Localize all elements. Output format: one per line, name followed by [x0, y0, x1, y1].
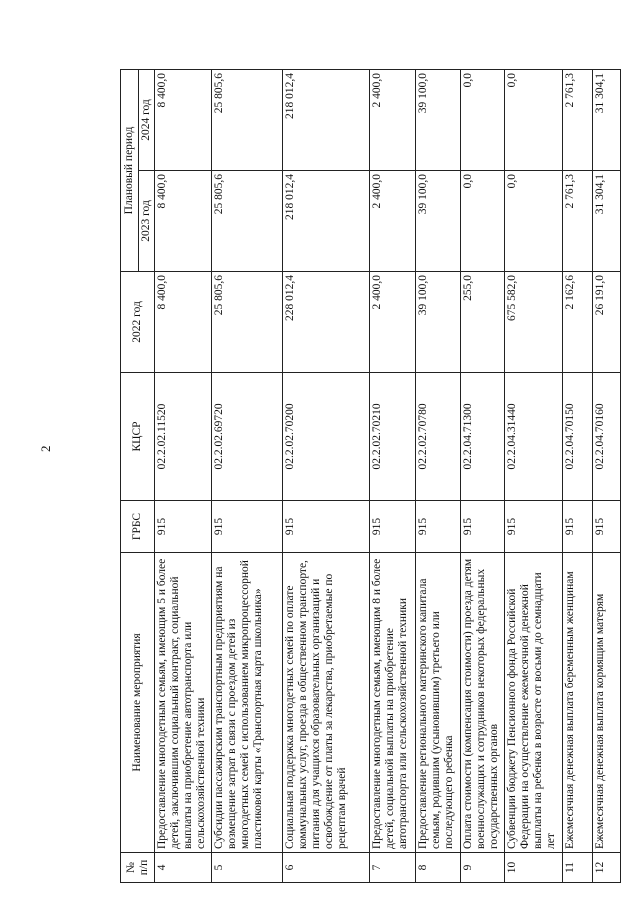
row-2022: 26 191,0	[593, 271, 621, 372]
header-name: Наименование мероприятия	[121, 552, 155, 852]
row-grbs: 915	[370, 501, 416, 553]
row-2023: 39 100,0	[416, 171, 461, 272]
row-num: 8	[416, 853, 461, 883]
table-header	[121, 70, 155, 883]
row-name: Субвенции бюджету Пенсионного фонда Российской Федерации на осуществление ежемесячной денежной выплаты на ребенка в возрасте от восьми до семнадцати лет	[505, 552, 563, 852]
row-num: 11	[563, 853, 593, 883]
table-body	[155, 70, 621, 883]
header-2024: 2024 год	[139, 70, 155, 171]
row-2023: 2 761,3	[563, 171, 593, 272]
row-name: Предоставление многодетным семьям, имеющим 8 и более детей, социальной выплаты на приобретение автотранспорта или сельскохозяйственной техники	[370, 552, 416, 852]
row-2024: 2 761,3	[563, 70, 593, 171]
row-2024: 25 805,6	[212, 70, 283, 171]
header-grbs: ГРБС	[121, 501, 155, 553]
row-2024: 0,0	[505, 70, 563, 171]
row-2024: 31 304,1	[593, 70, 621, 171]
row-2024: 0,0	[461, 70, 505, 171]
row-kcsr: 02.2.04.31440	[505, 372, 563, 500]
table-row	[155, 70, 212, 883]
row-grbs: 915	[563, 501, 593, 553]
row-2022: 25 805,6	[212, 271, 283, 372]
table-row	[593, 70, 621, 883]
row-num: 4	[155, 853, 212, 883]
row-name: Оплата стоимости (компенсация стоимости) проезда детям военнослужащих и сотрудников некоторых федеральных государственных органов	[461, 552, 505, 852]
page-number: 2	[38, 445, 53, 452]
row-num: 9	[461, 853, 505, 883]
row-2023: 25 805,6	[212, 171, 283, 272]
row-name: Социальная поддержка многодетных семей по оплате коммунальных услуг, проезда в общественном транспорте, питания для учащихся образовательных организаций и освобождение от платы за лекарства, приобретаемые по рецептам врачей	[283, 552, 370, 852]
header-kcsr: КЦСР	[121, 372, 155, 500]
row-kcsr: 02.2.02.11520	[155, 372, 212, 500]
table-row	[416, 70, 461, 883]
header-planned-period: Плановый период	[121, 70, 139, 272]
row-num: 10	[505, 853, 563, 883]
row-kcsr: 02.2.04.71300	[461, 372, 505, 500]
row-2023: 31 304,1	[593, 171, 621, 272]
row-kcsr: 02.2.02.69720	[212, 372, 283, 500]
row-2022: 2 400,0	[370, 271, 416, 372]
row-kcsr: 02.2.04.70160	[593, 372, 621, 500]
table-row	[505, 70, 563, 883]
row-2024: 8 400,0	[155, 70, 212, 171]
row-name: Ежемесячная денежная выплата кормящим матерям	[593, 552, 621, 852]
row-2024: 218 012,4	[283, 70, 370, 171]
row-2022: 39 100,0	[416, 271, 461, 372]
row-kcsr: 02.2.02.70200	[283, 372, 370, 500]
row-name: Субсидии пассажирским транспортным предприятиям на возмещение затрат в связи с проездом детей из многодетных семей с использованием микропроцессорной пластиковой карты «Транспортная карта школьника»	[212, 552, 283, 852]
table-row	[461, 70, 505, 883]
row-name: Предоставление многодетным семьям, имеющим 5 и более детей, заключившим социальный контракт, социальной выплаты на приобретение автотранспорта или сельскохозяйственной техники	[155, 552, 212, 852]
row-2022: 255,0	[461, 271, 505, 372]
row-grbs: 915	[416, 501, 461, 553]
header-num: № п/п	[121, 853, 155, 883]
row-kcsr: 02.2.02.70210	[370, 372, 416, 500]
row-2022: 8 400,0	[155, 271, 212, 372]
row-2022: 228 012,4	[283, 271, 370, 372]
row-2023: 0,0	[505, 171, 563, 272]
row-grbs: 915	[212, 501, 283, 553]
row-num: 6	[283, 853, 370, 883]
row-2023: 2 400,0	[370, 171, 416, 272]
row-2024: 2 400,0	[370, 70, 416, 171]
row-2023: 8 400,0	[155, 171, 212, 272]
row-name: Ежемесячная денежная выплата беременным женщинам	[563, 552, 593, 852]
row-grbs: 915	[155, 501, 212, 553]
row-kcsr: 02.2.04.70150	[563, 372, 593, 500]
row-name: Предоставление регионального материнского капитала семьям, родившим (усыновившим) третьего или последующего ребенка	[416, 552, 461, 852]
table-row	[283, 70, 370, 883]
row-grbs: 915	[283, 501, 370, 553]
budget-table	[120, 69, 621, 883]
row-2024: 39 100,0	[416, 70, 461, 171]
row-grbs: 915	[461, 501, 505, 553]
table-row	[563, 70, 593, 883]
header-2023: 2023 год	[139, 171, 155, 272]
row-num: 12	[593, 853, 621, 883]
row-grbs: 915	[593, 501, 621, 553]
row-grbs: 915	[505, 501, 563, 553]
table-row	[212, 70, 283, 883]
table-row	[370, 70, 416, 883]
row-2023: 0,0	[461, 171, 505, 272]
header-2022: 2022 год	[121, 271, 155, 372]
rotated-table-container	[120, 69, 605, 883]
row-2022: 675 582,0	[505, 271, 563, 372]
row-2022: 2 162,6	[563, 271, 593, 372]
row-2023: 218 012,4	[283, 171, 370, 272]
row-num: 7	[370, 853, 416, 883]
row-kcsr: 02.2.02.70780	[416, 372, 461, 500]
row-num: 5	[212, 853, 283, 883]
